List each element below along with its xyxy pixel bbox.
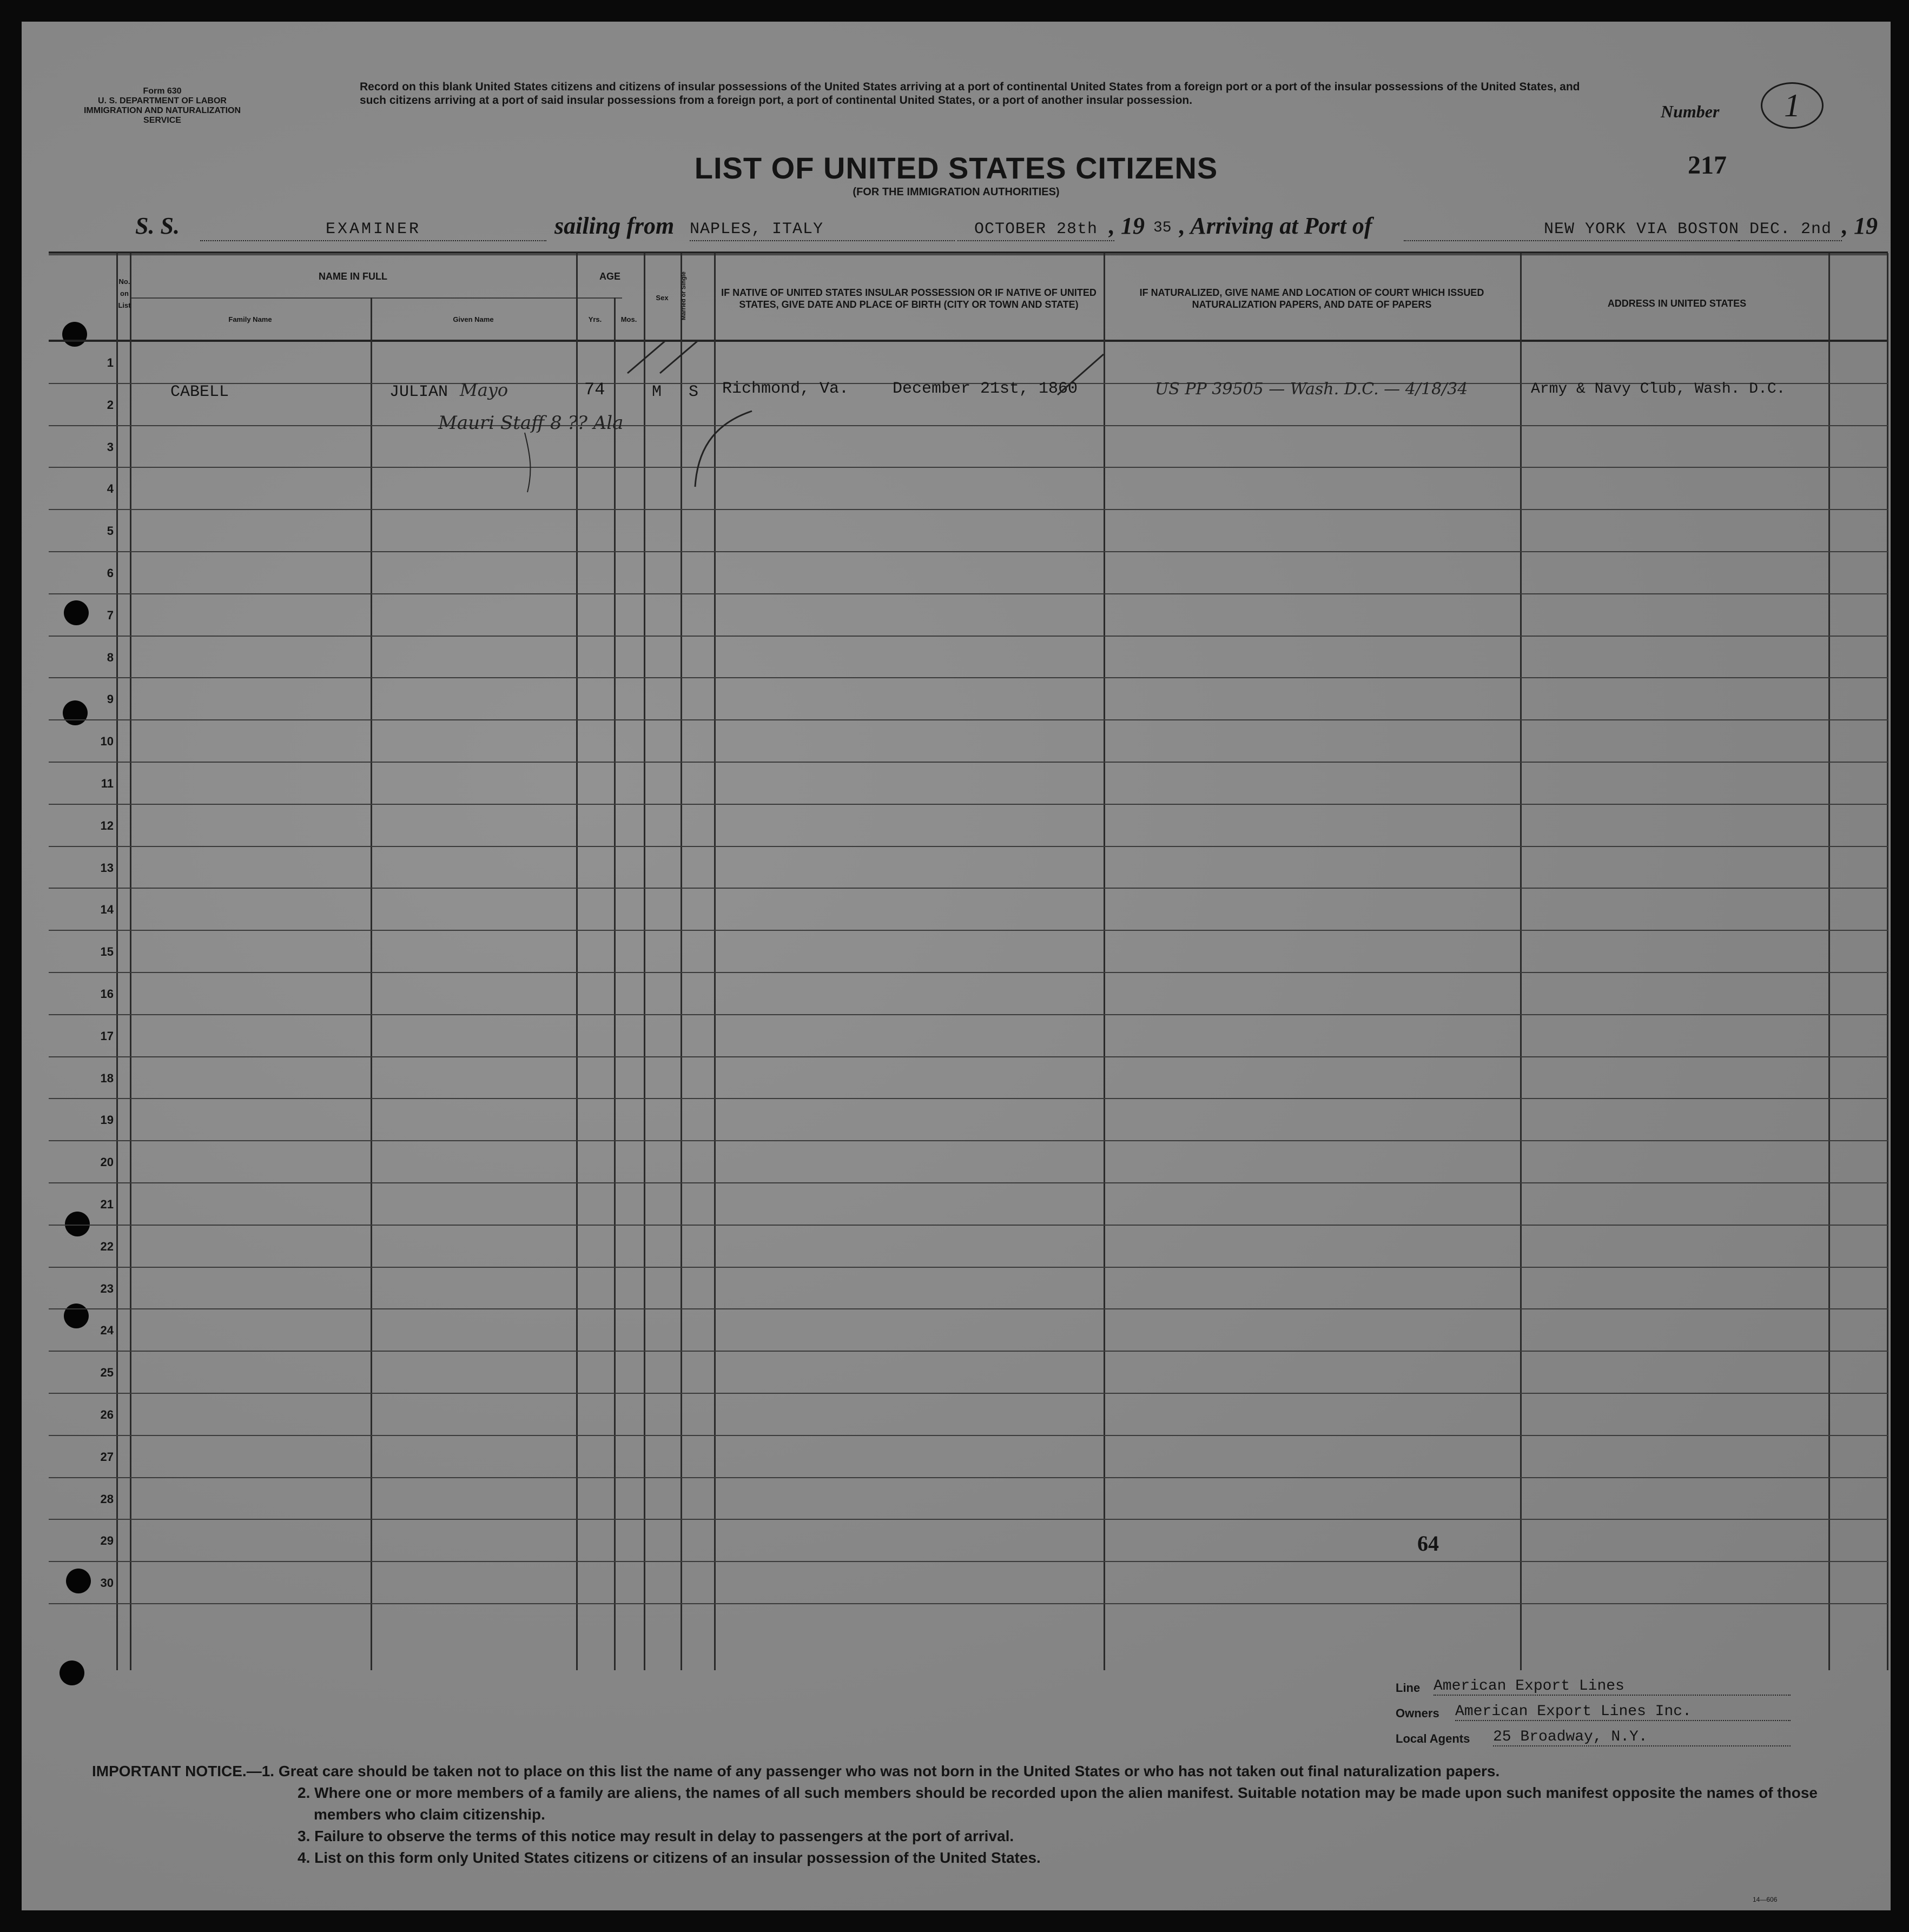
notice-title: IMPORTANT NOTICE.— <box>92 1763 262 1779</box>
col-birth-header: IF NATIVE OF UNITED STATES INSULAR POSSESSION OR IF NATIVE OF UNITED STATES, GIVE DATE AND PLACE OF BIRTH (CITY OR TOWN AND STATE) <box>721 287 1096 310</box>
col-married-header: Married or Single <box>681 272 687 321</box>
family-name-cell: CABELL <box>170 383 229 401</box>
row-number: 12 <box>100 818 114 832</box>
row-number: 22 <box>100 1239 114 1253</box>
service-name: IMMIGRATION AND NATURALIZATION SERVICE <box>83 106 241 125</box>
row-number: 9 <box>107 692 114 706</box>
row-number: 10 <box>100 735 114 749</box>
number-label: Number <box>1661 102 1720 121</box>
row-number: 28 <box>100 1492 114 1506</box>
col-mos-header: Mos. <box>620 315 637 323</box>
row-number: 24 <box>100 1324 114 1338</box>
row-number: 16 <box>100 987 114 1001</box>
row-number: 11 <box>101 777 114 790</box>
col-no-header: No. on List <box>118 277 131 309</box>
col-family-header: Family Name <box>228 315 272 323</box>
form-instructions: Record on this blank United States citizens and citizens of insular possessions of the United States arriving at a port of continental United States from a foreign port or a port of the insular possessions of the United States, and such citizens arriving at a port of said insular possessions from a foreign port, a port of continental United States, or a port of another insular possession. <box>360 81 1580 107</box>
row-number: 2 <box>107 398 114 412</box>
row-number: 19 <box>100 1113 114 1127</box>
given-name-cell: JULIAN <box>389 383 448 401</box>
notice-1: 1. Great care should be taken not to place on this list the name of any passenger who was not born in the United States or who has not taken out final naturalization papers. <box>261 1763 1500 1779</box>
row2-handwritten-note: Mauri Staff 8 ?? Ala <box>438 412 624 434</box>
stamp-number: 64 <box>1417 1531 1439 1556</box>
row-number: 21 <box>100 1197 114 1211</box>
row-number: 3 <box>107 440 114 454</box>
age-years-cell: 74 <box>584 380 605 400</box>
col-naturalized-header: IF NATURALIZED, GIVE NAME AND LOCATION OF COURT WHICH ISSUED NATURALIZATION PAPERS, AND DATE OF PAPERS <box>1139 287 1484 310</box>
sailing-from-label: sailing from <box>554 213 675 239</box>
row-number: 7 <box>107 608 114 622</box>
departure-date: OCTOBER 28th <box>957 219 1114 241</box>
form-number: Form 630 <box>143 87 182 96</box>
row-number: 6 <box>107 566 114 580</box>
notice-2: 2. Where one or more members of a family are aliens, the names of all such members should be recorded upon the alien manifest. Suitable notation may be made upon such manifest opposite the names of those members who claim citizenship. <box>298 1784 1818 1823</box>
year-prefix: , 19 <box>1109 213 1145 239</box>
row-number: 23 <box>100 1281 114 1295</box>
row-number: 15 <box>100 945 114 959</box>
row-number: 30 <box>100 1576 114 1590</box>
number-value: 1 <box>1761 82 1824 129</box>
col-name-header: NAME IN FULL <box>319 271 387 282</box>
agents-value: 25 Broadway, N.Y. <box>1493 1729 1791 1746</box>
page-title: LIST OF UNITED STATES CITIZENS <box>694 151 1218 185</box>
form-identifier <box>81 87 243 125</box>
col-yrs-header: Yrs. <box>588 315 602 323</box>
row-number: 25 <box>100 1366 114 1380</box>
address-cell: Army & Navy Club, Wash. D.C. <box>1531 381 1786 398</box>
row-number: 4 <box>107 482 114 496</box>
arrival-date: DEC. 2nd <box>1739 219 1842 241</box>
arriving-label: , Arriving at Port of <box>1179 213 1372 239</box>
notice-3: 3. Failure to observe the terms of this notice may result in delay to passengers at the port of arrival. <box>298 1828 1014 1844</box>
ss-label: S. S. <box>135 213 180 239</box>
row-number: 8 <box>107 650 114 664</box>
row-number: 13 <box>100 861 114 875</box>
line-value: American Export Lines <box>1434 1678 1791 1696</box>
row-number: 1 <box>107 356 114 369</box>
row-number: 27 <box>100 1450 114 1464</box>
agents-label: Local Agents <box>1396 1732 1470 1745</box>
col-given-header: Given Name <box>453 315 494 323</box>
naturalization-handwritten: US PP 39505 — Wash. D.C. — 4/18/34 <box>1155 380 1468 399</box>
col-sex-header: Sex <box>656 294 669 302</box>
col-address-header: ADDRESS IN UNITED STATES <box>1607 298 1747 309</box>
row-number: 18 <box>100 1071 114 1085</box>
list-number: 217 <box>1688 151 1727 180</box>
manifest-sheet <box>22 22 1891 1910</box>
row-number: 20 <box>100 1155 114 1169</box>
birth-date-cell: December 21st, 1860 <box>893 380 1078 398</box>
notice-4: 4. List on this form only United States citizens or citizens of an insular possession of the United States. <box>298 1849 1041 1866</box>
departure-port: NAPLES, ITALY <box>690 219 955 241</box>
page-subtitle: (FOR THE IMMIGRATION AUTHORITIES) <box>853 186 1060 198</box>
given-name-handwritten: Mayo <box>460 380 508 400</box>
row-number: 5 <box>107 524 114 538</box>
arrival-year-prefix: , 19 <box>1842 213 1878 239</box>
citizen-table <box>49 238 1888 1671</box>
sex-cell: M <box>652 383 662 401</box>
row-number: 29 <box>100 1534 114 1548</box>
department-name: U. S. DEPARTMENT OF LABOR <box>98 96 227 105</box>
birth-place-cell: Richmond, Va. <box>722 380 849 398</box>
departure-year: 35 <box>1153 220 1172 236</box>
row-number: 17 <box>100 1029 114 1043</box>
notice-line-1 <box>92 1761 1834 1782</box>
owners-label: Owners <box>1396 1706 1439 1720</box>
form-code: 14—606 <box>1753 1896 1778 1903</box>
ship-name: EXAMINER <box>200 219 546 241</box>
owners-value: American Export Lines Inc. <box>1455 1703 1791 1721</box>
marital-status-cell: S <box>689 383 699 401</box>
arrival-port: NEW YORK VIA BOSTON <box>1404 219 1739 241</box>
line-label: Line <box>1396 1681 1421 1695</box>
ink-strokes <box>49 238 1888 1671</box>
important-notice <box>92 1761 1834 1869</box>
col-age-header: AGE <box>599 271 620 282</box>
row-number: 14 <box>100 903 114 917</box>
row-number: 26 <box>100 1408 114 1421</box>
